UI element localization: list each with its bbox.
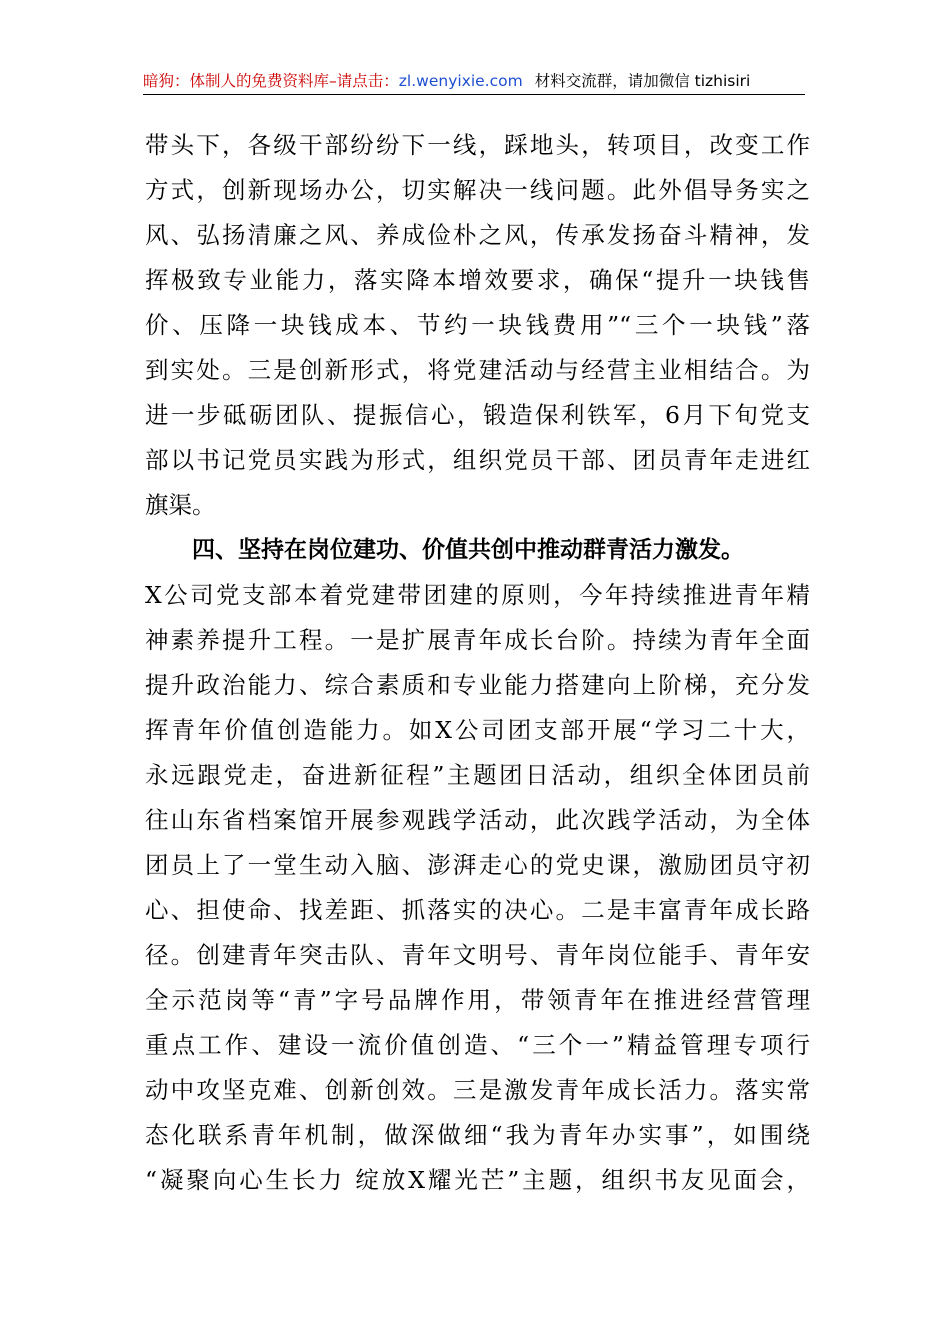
body-line: 径。创建青年突击队、青年文明号、青年岗位能手、青年安 [145, 941, 810, 969]
body-line: 团员上了一堂生动入脑、澎湃走心的党史课，激励团员守初 [145, 851, 810, 879]
body-line: 重点工作、建设一流价值创造、“三个一”精益管理专项行 [145, 1031, 810, 1059]
body-line: 动中攻坚克难、创新创效。三是激发青年成长活力。落实常 [145, 1076, 810, 1104]
body-line: 挥青年价值创造能力。如X公司团支部开展“学习二十大， [145, 716, 810, 744]
body-line: 风、弘扬清廉之风、养成俭朴之风，传承发扬奋斗精神，发 [145, 221, 810, 249]
body-line: 心、担使命、找差距、抓落实的决心。二是丰富青年成长路 [145, 896, 810, 924]
page-header [143, 68, 805, 95]
header-site-name: 暗狗：体制人的免费资料库 [143, 72, 330, 90]
header-contact: 材料交流群，请加微信 tizhisiri [534, 72, 751, 90]
body-line: 带头下，各级干部纷纷下一线，踩地头，转项目，改变工作 [145, 131, 810, 159]
body-line: 挥极致专业能力，落实降本增效要求，确保“提升一块钱售 [145, 266, 810, 294]
section-heading: 四、坚持在岗位建功、价值共创中推动群青活力激发。 [192, 537, 744, 563]
body-line: 旗渠。 [145, 491, 216, 519]
body-line: 价、压降一块钱成本、节约一块钱费用”“三个一块钱”落 [145, 311, 810, 339]
body-line: 提升政治能力、综合素质和专业能力搭建向上阶梯，充分发 [145, 671, 810, 699]
body-line: 神素养提升工程。一是扩展青年成长台阶。持续为青年全面 [145, 626, 810, 654]
body-line: 全示范岗等“青”字号品牌作用，带领青年在推进经营管理 [145, 986, 810, 1014]
header-url-link[interactable]: zl.wenyixie.com [398, 72, 523, 90]
body-line: “凝聚向心生长力 绽放X耀光芒”主题，组织书友见面会， [145, 1166, 810, 1194]
body-line: X公司党支部本着党建带团建的原则，今年持续推进青年精 [145, 581, 810, 609]
body-line: 到实处。三是创新形式，将党建活动与经营主业相结合。为 [145, 356, 810, 384]
body-line: 往山东省档案馆开展参观践学活动，此次践学活动，为全体 [145, 806, 810, 834]
body-line: 永远跟党走，奋进新征程”主题团日活动，组织全体团员前 [145, 761, 810, 789]
body-line: 进一步砥砺团队、提振信心，锻造保利铁军，6月下旬党支 [145, 401, 810, 429]
document-body [145, 123, 810, 1203]
body-line: 方式，创新现场办公，切实解决一线问题。此外倡导务实之 [145, 176, 810, 204]
body-line: 部以书记党员实践为形式，组织党员干部、团员青年走进红 [145, 446, 810, 474]
body-line: 态化联系青年机制，做深做细“我为青年办实事”，如围绕 [145, 1121, 810, 1149]
header-prompt: –请点击： [329, 72, 399, 90]
